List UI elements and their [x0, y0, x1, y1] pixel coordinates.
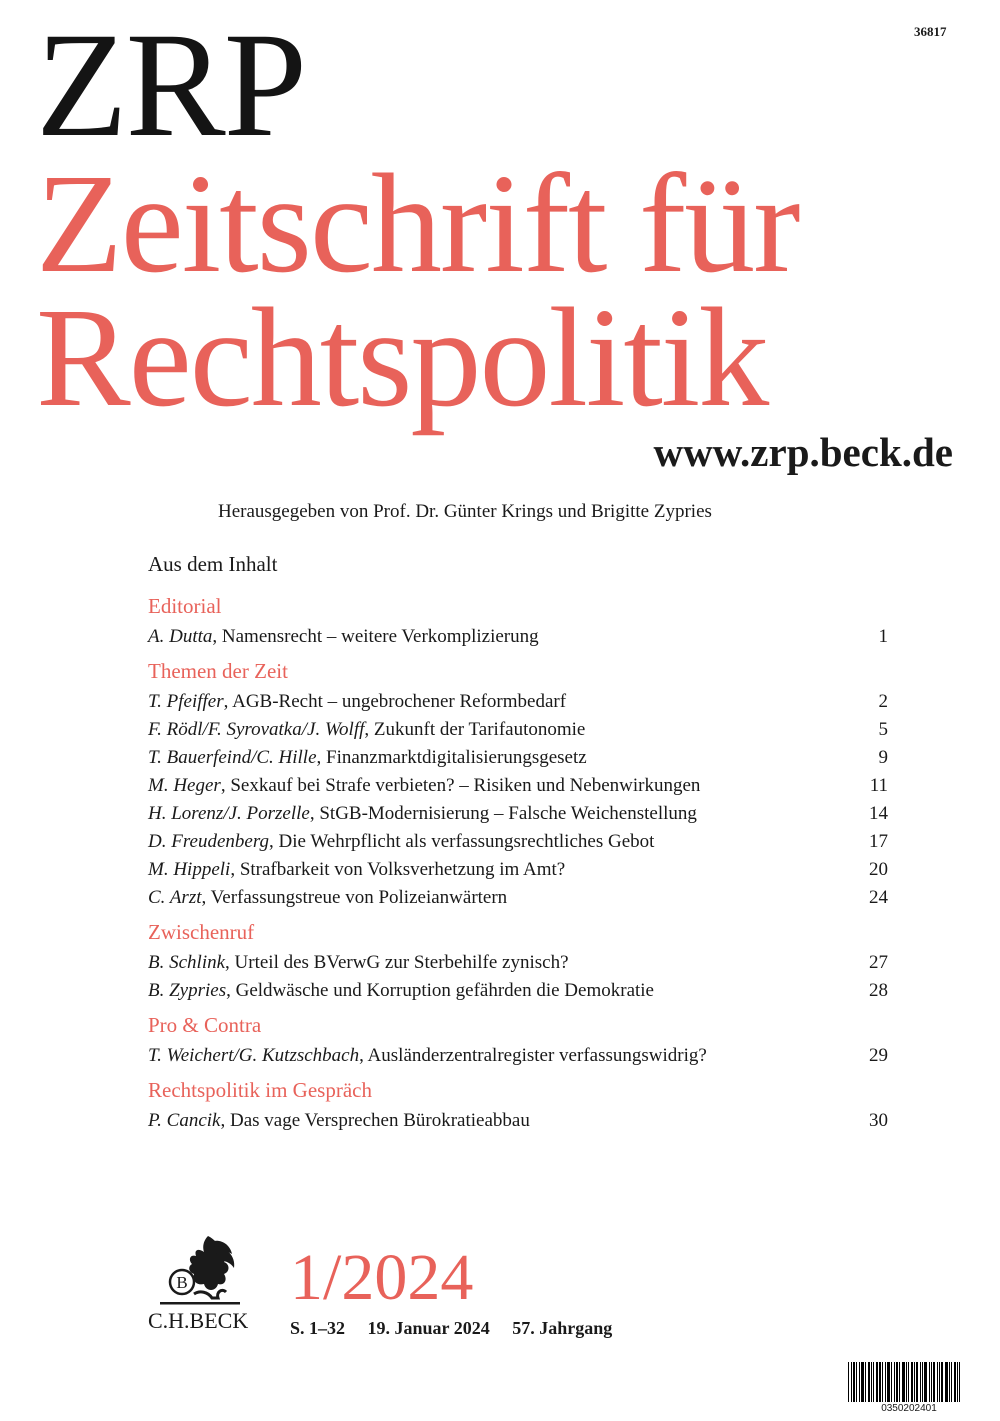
barcode-bar [868, 1362, 870, 1402]
barcode-bar [902, 1362, 905, 1402]
toc-entry-page: 11 [869, 775, 888, 796]
barcode-bar [879, 1362, 881, 1402]
toc-entry-page: 14 [869, 803, 888, 824]
barcode-bar [871, 1362, 872, 1402]
barcode-bar [882, 1362, 883, 1402]
toc-entry-text [148, 1042, 707, 1070]
toc-entry-title: , Verfassungstreue von Polizeianwärtern [201, 887, 508, 908]
toc-entry-author: B. Zypries [148, 980, 227, 1001]
toc-section [148, 593, 888, 651]
toc-section-title: Rechtspolitik im Gespräch [148, 1078, 372, 1102]
toc-entry [148, 716, 888, 744]
barcode-bar [896, 1362, 898, 1402]
barcode-bar [848, 1362, 849, 1402]
barcode-bar [887, 1362, 890, 1402]
barcode-bar [916, 1362, 918, 1402]
toc-section [148, 919, 888, 1005]
barcode-bar [954, 1362, 956, 1402]
toc-section [148, 1012, 888, 1070]
barcode-bar [894, 1362, 895, 1402]
table-of-contents [148, 552, 888, 1142]
toc-heading: Aus dem Inhalt [148, 552, 278, 576]
toc-entry-title: , Die Wehrpflicht als verfassungsrechtliches Gebot [269, 831, 655, 852]
barcode-bar [924, 1362, 927, 1402]
toc-entry-text [148, 856, 565, 884]
barcode-bar [951, 1362, 952, 1402]
barcode-bar [865, 1362, 866, 1402]
barcode-bar [949, 1362, 950, 1402]
barcode-bar [957, 1362, 958, 1402]
toc-entry [148, 828, 888, 856]
toc-entry-page: 20 [869, 859, 888, 880]
svg-text:B: B [176, 1273, 188, 1292]
toc-entry-author: H. Lorenz/J. Porzelle [148, 803, 310, 824]
toc-entry-text [148, 828, 654, 856]
barcode-bar [937, 1362, 938, 1402]
toc-section-title: Zwischenruf [148, 920, 255, 944]
journal-url: www.zrp.beck.de [653, 429, 953, 475]
editors-line: Herausgegeben von Prof. Dr. Günter Krings und Brigitte Zypries [218, 501, 712, 522]
barcode [848, 1362, 970, 1414]
toc-section [148, 1077, 888, 1135]
barcode-bar [939, 1362, 940, 1402]
toc-entry-page: 30 [869, 1110, 888, 1131]
toc-entry [148, 949, 888, 977]
barcode-bar [906, 1362, 907, 1402]
barcode-bar [908, 1362, 909, 1402]
barcode-bar [851, 1362, 852, 1402]
toc-entry-page: 28 [869, 980, 888, 1001]
toc-entry-author: T. Pfeiffer [148, 691, 224, 712]
page-range: S. 1–32 [290, 1318, 346, 1338]
toc-entry-title: , Ausländerzentralregister verfassungswidrig? [359, 1045, 707, 1066]
toc-entry-title: , Finanzmarktdigitalisierungsgesetz [316, 747, 587, 768]
barcode-bar [914, 1362, 915, 1402]
volume: 57. Jahrgang [512, 1318, 613, 1338]
toc-entry [148, 800, 888, 828]
barcode-bar [920, 1362, 921, 1402]
toc-entry-page: 24 [869, 887, 888, 908]
barcode-bar [876, 1362, 878, 1402]
toc-entry [148, 856, 888, 884]
barcode-bar [931, 1362, 932, 1402]
toc-entry [148, 977, 888, 1005]
toc-entry-author: T. Bauerfeind/C. Hille [148, 747, 317, 768]
issue-date: 19. Januar 2024 [367, 1318, 490, 1338]
barcode-number: 0350202401 [881, 1403, 937, 1414]
toc-entry-title: , Sexkauf bei Strafe verbieten? – Risiken und Nebenwirkungen [220, 775, 701, 796]
toc-entry [148, 1042, 888, 1070]
toc-entry-author: A. Dutta [148, 626, 213, 647]
issue-meta [290, 1318, 630, 1339]
barcode-bar [873, 1362, 874, 1402]
barcode-bar [859, 1362, 860, 1402]
toc-entry-title: , AGB-Recht – ungebrochener Reformbedarf [223, 691, 567, 712]
toc-entry-author: B. Schlink [148, 952, 226, 973]
barcode-bar [922, 1362, 923, 1402]
toc-section-title: Editorial [148, 594, 222, 618]
toc-entry-text [148, 884, 507, 912]
barcode-bar [959, 1362, 960, 1402]
toc-entry-title: , Das vage Versprechen Bürokratieabbau [220, 1110, 530, 1131]
journal-title-line1: Zeitschrift für [36, 144, 799, 302]
toc-section [148, 658, 888, 912]
toc-entry [148, 884, 888, 912]
toc-entry-author: C. Arzt [148, 887, 202, 908]
publisher-logo [148, 1232, 258, 1334]
barcode-bars [848, 1362, 970, 1402]
barcode-bar [856, 1362, 857, 1402]
toc-entry-page: 5 [878, 719, 888, 740]
toc-entry-author: T. Weichert/G. Kutzschbach [148, 1045, 360, 1066]
toc-entry-author: M. Hippeli [148, 859, 231, 880]
toc-entry-text [148, 949, 569, 977]
toc-entry-text [148, 716, 585, 744]
barcode-bar [885, 1362, 886, 1402]
toc-sections [148, 593, 888, 1135]
product-code: 36817 [914, 24, 947, 39]
toc-entry-text [148, 772, 700, 800]
toc-entry-text [148, 977, 654, 1005]
toc-entry-title: , Namensrecht – weitere Verkomplizierung [212, 626, 539, 647]
barcode-bar [911, 1362, 913, 1402]
toc-entry [148, 623, 888, 651]
toc-entry-author: D. Freudenberg [148, 831, 270, 852]
toc-entry-title: , Zukunft der Tarifautonomie [364, 719, 586, 740]
toc-entry-text [148, 1107, 530, 1135]
barcode-bar [929, 1362, 930, 1402]
toc-entry-title: , Urteil des BVerwG zur Sterbehilfe zynisch? [225, 952, 569, 973]
toc-entry-text [148, 623, 539, 651]
toc-entry-page: 17 [869, 831, 888, 852]
toc-section-title: Themen der Zeit [148, 659, 288, 683]
toc-entry-text [148, 744, 587, 772]
toc-entry [148, 688, 888, 716]
toc-entry-page: 2 [878, 691, 888, 712]
barcode-bar [941, 1362, 943, 1402]
toc-entry-author: P. Cancik [148, 1110, 221, 1131]
toc-entry-page: 9 [878, 747, 888, 768]
barcode-bar [861, 1362, 864, 1402]
publisher-name: C.H.BECK [148, 1308, 249, 1333]
toc-entry-title: , StGB-Modernisierung – Falsche Weichenstellung [309, 803, 697, 824]
barcode-bar [899, 1362, 900, 1402]
toc-entry [148, 744, 888, 772]
barcode-bar [945, 1362, 948, 1402]
barcode-bar [891, 1362, 892, 1402]
toc-entry-page: 27 [869, 952, 888, 973]
griffin-logo-icon [160, 1232, 240, 1306]
toc-entry-page: 1 [878, 626, 888, 647]
toc-section-title: Pro & Contra [148, 1013, 262, 1037]
toc-entry-text [148, 688, 566, 716]
journal-abbreviation: ZRP [36, 2, 306, 168]
journal-title-line2: Rechtspolitik [36, 278, 768, 436]
barcode-bar [853, 1362, 855, 1402]
toc-entry-title: , Strafbarkeit von Volksverhetzung im Amt? [230, 859, 566, 880]
issue-number: 1/2024 [290, 1241, 474, 1314]
toc-entry [148, 772, 888, 800]
toc-entry-text [148, 800, 697, 828]
toc-entry-author: M. Heger [148, 775, 221, 796]
toc-entry-author: F. Rödl/F. Syrovatka/J. Wolff [148, 719, 365, 740]
toc-entry [148, 1107, 888, 1135]
toc-entry-title: , Geldwäsche und Korruption gefährden die Demokratie [226, 980, 654, 1001]
toc-entry-page: 29 [869, 1045, 888, 1066]
barcode-bar [933, 1362, 935, 1402]
